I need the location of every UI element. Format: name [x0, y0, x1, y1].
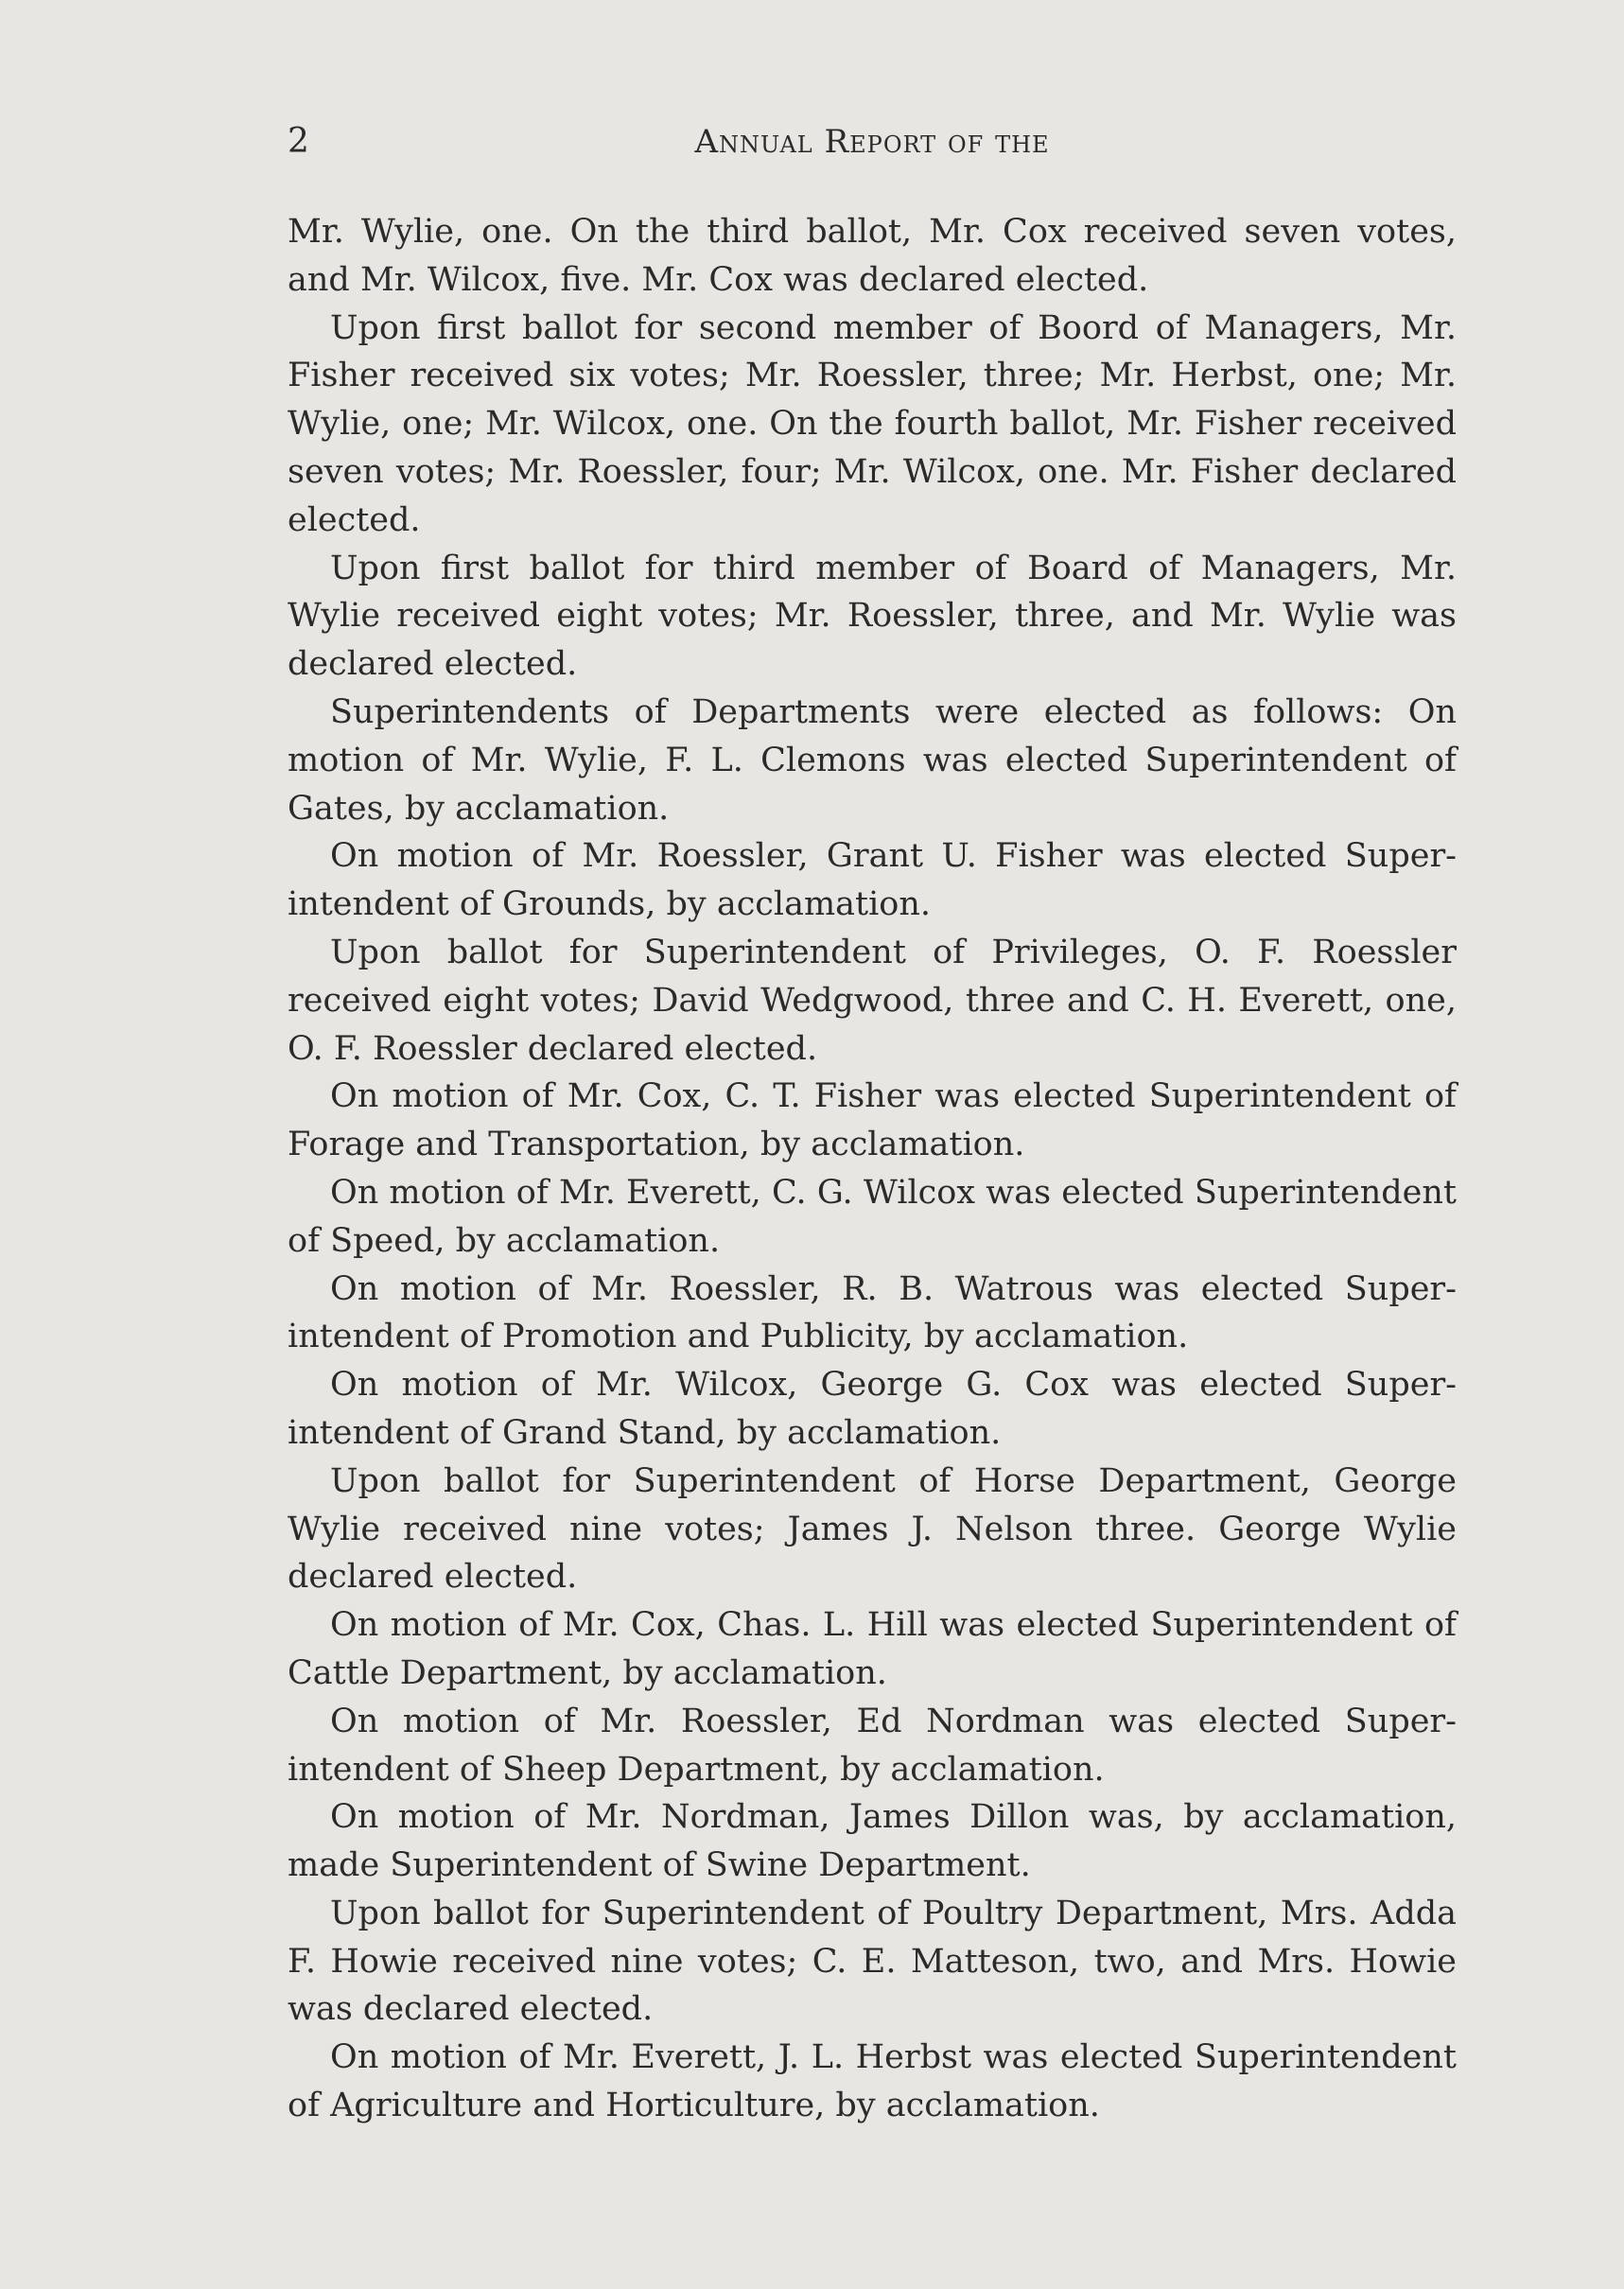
body-text: [288, 208, 1457, 2130]
paragraph: On motion of Mr. Cox, Chas. L. Hill was elected Superintendent of Cattle Department, by acclamation.: [288, 1606, 1457, 1692]
paragraph: Upon first ballot for second member of Boord of Managers, Mr. Fisher received six votes; Mr. Roessler, three; Mr. Herbst, one; Mr. Wylie, one; Mr. Wilcox, one. On the fourth ballot, Mr. Fisher received seven votes; Mr. Roessler, four; Mr. Wilcox, one. Mr. Fisher declared elected.: [288, 308, 1457, 539]
paragraph: On motion of Mr. Cox, C. T. Fisher was elected Superintendent of Forage and Transportation, by acclamation.: [288, 1077, 1457, 1164]
paragraph: On motion of Mr. Roessler, Grant U. Fisher was elected Superintendent of Grounds, by acclamation.: [288, 837, 1457, 924]
paragraph: On motion of Mr. Nordman, James Dillon was, by acclamation, made Superintendent of Swine Department.: [288, 1798, 1457, 1885]
paragraph: On motion of Mr. Roessler, Ed Nordman was elected Superintendent of Sheep Department, by acclamation.: [288, 1702, 1457, 1789]
paragraph: On motion of Mr. Roessler, R. B. Watrous was elected Superintendent of Promotion and Publicity, by acclamation.: [288, 1269, 1457, 1356]
paragraph: Upon ballot for Superintendent of Poultry Department, Mrs. Adda F. Howie received nine votes; C. E. Matteson, two, and Mrs. Howie was declared elected.: [288, 1894, 1457, 2029]
page-number: 2: [288, 122, 309, 161]
page-header: [288, 118, 1457, 166]
paragraph: Upon ballot for Superintendent of Horse Department, George Wylie received nine votes; James J. Nelson three. George Wylie declared elected.: [288, 1461, 1457, 1597]
paragraph: On motion of Mr. Everett, J. L. Herbst was elected Superintendent of Agriculture and Horticulture, by acclamation.: [288, 2038, 1457, 2125]
paragraph: Upon ballot for Superintendent of Privileges, O. F. Roessler received eight votes; David Wedgwood, three and C. H. Everett, one, O. F. Roessler declared elected.: [288, 933, 1457, 1068]
running-title: Annual Report of the: [694, 123, 1050, 161]
paragraph: Upon first ballot for third member of Board of Managers, Mr. Wylie received eight votes; Mr. Roessler, three, and Mr. Wylie was declared elected.: [288, 549, 1457, 684]
paragraph: On motion of Mr. Everett, C. G. Wilcox was elected Superintendent of Speed, by acclamation.: [288, 1173, 1457, 1260]
paragraph: Superintendents of Departments were elected as follows: On motion of Mr. Wylie, F. L. Clemons was elected Superintendent of Gates, by acclamation.: [288, 692, 1457, 828]
paragraph: On motion of Mr. Wilcox, George G. Cox was elected Superintendent of Grand Stand, by acclamation.: [288, 1366, 1457, 1452]
paragraph-continued: Mr. Wylie, one. On the third ballot, Mr. Cox received seven votes, and Mr. Wilcox, five. Mr. Cox was declared elected.: [288, 213, 1457, 299]
